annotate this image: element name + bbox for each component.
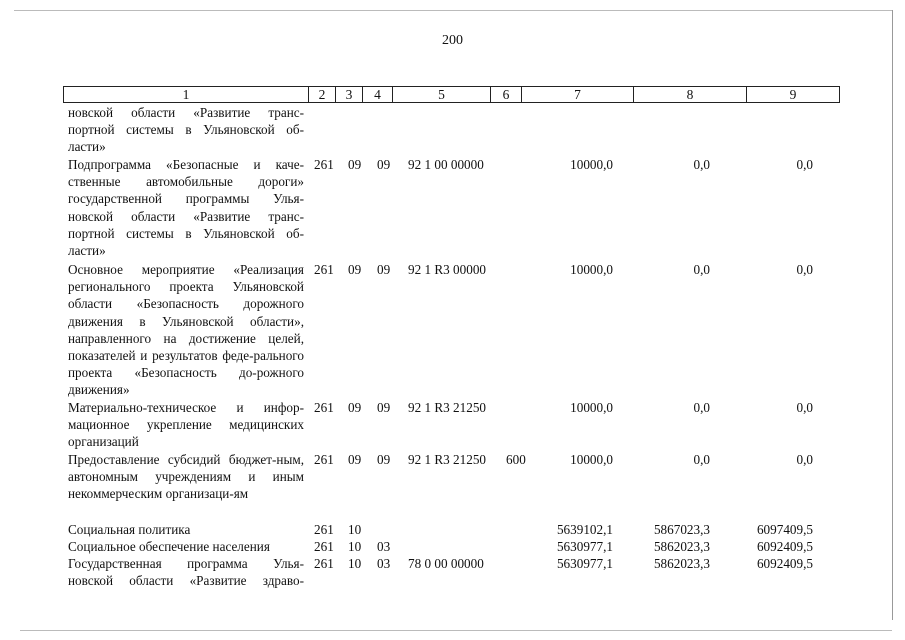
row-description: Государственная программа Улья-новской области «Развитие здраво- <box>68 556 304 589</box>
row-col-8: 5867023,3 <box>653 522 710 537</box>
row-col-5: 78 0 00 00000 <box>408 556 484 571</box>
row-description: Социальная политика <box>68 522 191 537</box>
row-col-9: 0,0 <box>796 157 813 172</box>
row-description: Основное мероприятие «Реализация регионального проекта Ульяновской области «Безопасность дорожного движения в Ульяновской области», направленного на достижение целей, показателей и результатов феде-рального проекта «Безопасность до-рожного движения» <box>68 262 304 398</box>
row-col-6: 600 <box>506 452 526 467</box>
header-col-3: 3 <box>336 87 363 102</box>
row-col-7: 10000,0 <box>570 452 613 467</box>
row-col-5: 92 1 00 00000 <box>408 157 484 172</box>
row-col-7: 5639102,1 <box>556 522 613 537</box>
row-col-2: 261 <box>314 556 334 571</box>
row-col-7: 10000,0 <box>570 262 613 277</box>
row-col-2: 261 <box>314 539 334 554</box>
table-header <box>63 86 840 103</box>
row-col-8: 0,0 <box>693 452 710 467</box>
row-col-8: 0,0 <box>693 262 710 277</box>
row-col-2: 261 <box>314 522 334 537</box>
row-col-3: 10 <box>348 522 362 537</box>
row-col-2: 261 <box>314 400 334 415</box>
row-col-8: 5862023,3 <box>653 539 710 554</box>
header-col-9: 9 <box>789 87 797 102</box>
row-col-7: 5630977,1 <box>556 539 613 554</box>
row-description: Предоставление субсидий бюджет-ным, автономным учреждениям и иным некоммерческим организаци-ям <box>68 452 304 502</box>
row-col-5: 92 1 R3 21250 <box>408 400 487 415</box>
row-col-2: 261 <box>314 157 334 172</box>
row-col-3: 09 <box>348 157 362 172</box>
row-col-7: 10000,0 <box>570 157 613 172</box>
row-col-4: 09 <box>377 157 391 172</box>
header-col-2: 2 <box>309 87 336 102</box>
row-col-5: 92 1 R3 00000 <box>408 262 487 277</box>
row-col-7: 5630977,1 <box>556 556 613 571</box>
header-col-6: 6 <box>491 87 522 102</box>
row-col-4: 03 <box>377 539 391 554</box>
row-col-2: 261 <box>314 452 334 467</box>
row-col-3: 10 <box>348 539 362 554</box>
row-col-4: 09 <box>377 400 391 415</box>
row-col-9: 0,0 <box>796 262 813 277</box>
row-col-7: 10000,0 <box>570 400 613 415</box>
row-description: новской области «Развитие транс-портной системы в Ульяновской об-ласти» <box>68 105 304 155</box>
row-col-9: 6092409,5 <box>756 556 813 571</box>
row-col-9: 6097409,5 <box>756 522 813 537</box>
header-col-1: 1 <box>64 87 309 102</box>
page-frame-bottom <box>20 630 892 631</box>
row-col-3: 09 <box>348 262 362 277</box>
row-col-8: 5862023,3 <box>653 556 710 571</box>
row-description: Социальное обеспечение населения <box>68 539 270 554</box>
row-col-9: 0,0 <box>796 400 813 415</box>
page-frame-top <box>14 10 892 11</box>
row-col-5: 92 1 R3 21250 <box>408 452 487 467</box>
row-col-3: 09 <box>348 400 362 415</box>
row-col-3: 10 <box>348 556 362 571</box>
header-col-8: 8 <box>634 87 747 102</box>
row-description: Подпрограмма «Безопасные и каче-ственные автомобильные дороги» государственной программы Улья-новской области «Развитие транс-портной системы в Ульяновской об-ласти» <box>68 157 304 259</box>
header-col-4: 4 <box>363 87 393 102</box>
row-description: Материально-техническое и инфор-мационное укрепление медицинских организаций <box>68 400 304 450</box>
row-col-4: 03 <box>377 556 391 571</box>
row-col-4: 09 <box>377 262 391 277</box>
row-col-8: 0,0 <box>693 400 710 415</box>
row-col-2: 261 <box>314 262 334 277</box>
row-col-9: 0,0 <box>796 452 813 467</box>
page-frame-right <box>892 10 893 620</box>
page-number: 200 <box>442 33 463 48</box>
row-col-3: 09 <box>348 452 362 467</box>
row-col-4: 09 <box>377 452 391 467</box>
row-col-8: 0,0 <box>693 157 710 172</box>
header-col-7: 7 <box>522 87 634 102</box>
row-col-9: 6092409,5 <box>756 539 813 554</box>
header-col-5: 5 <box>393 87 491 102</box>
